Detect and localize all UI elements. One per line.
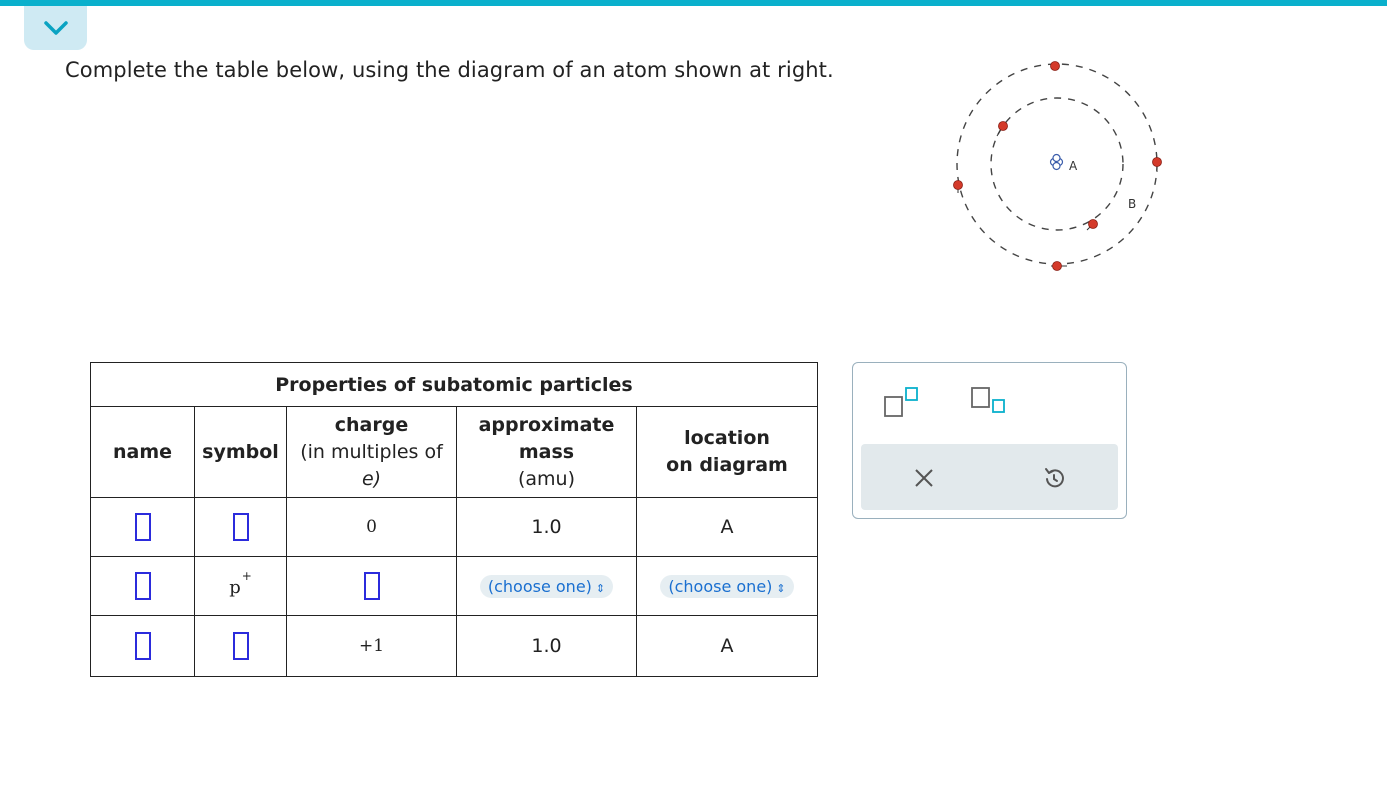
- name-cell: [91, 557, 195, 616]
- name-cell: [91, 616, 195, 677]
- table-caption: Properties of subatomic particles: [91, 363, 818, 407]
- undo-button[interactable]: [1042, 466, 1066, 494]
- header-charge: charge (in multiples of e): [287, 407, 457, 498]
- chevron-updown-icon: ⇕: [776, 581, 786, 595]
- superscript-icon: [883, 385, 923, 421]
- nucleus-icon: [1051, 155, 1063, 170]
- charge-value: +1: [358, 636, 385, 656]
- mass-cell: [457, 616, 637, 677]
- undo-icon: [1042, 466, 1066, 490]
- electron: [997, 122, 1008, 137]
- table-row: [91, 557, 818, 616]
- charge-cell: [287, 498, 457, 557]
- action-bar: [861, 444, 1118, 510]
- name-input[interactable]: [135, 513, 151, 541]
- electron: [1087, 220, 1098, 231]
- mass-value: 1.0: [531, 516, 562, 538]
- chevron-updown-icon: ⇕: [595, 581, 606, 595]
- mass-cell: [457, 498, 637, 557]
- name-cell: [91, 498, 195, 557]
- label-b: B: [1128, 197, 1137, 211]
- table-row: [91, 498, 818, 557]
- location-value: A: [720, 635, 734, 657]
- electron: [1153, 158, 1162, 173]
- mass-value: 1.0: [531, 635, 562, 657]
- close-icon: [913, 467, 935, 489]
- symbol-input[interactable]: [233, 632, 249, 660]
- location-cell: [637, 616, 818, 677]
- table-row: [91, 616, 818, 677]
- top-accent-bar: [0, 0, 1387, 6]
- header-mass: approximate mass (amu): [457, 407, 637, 498]
- subscript-icon: [970, 385, 1010, 421]
- symbol-input[interactable]: [233, 513, 249, 541]
- electron: [1051, 262, 1067, 271]
- header-location: location on diagram: [637, 407, 818, 498]
- electron: [1051, 62, 1060, 71]
- name-input[interactable]: [135, 572, 151, 600]
- charge-cell: [287, 557, 457, 616]
- charge-input[interactable]: [364, 572, 380, 600]
- math-toolbox: [852, 362, 1127, 519]
- symbol-cell: [195, 616, 287, 677]
- location-select[interactable]: (choose one) ⇕: [660, 575, 793, 598]
- location-cell: [637, 557, 818, 616]
- location-cell: [637, 498, 818, 557]
- subscript-button[interactable]: [970, 385, 1010, 425]
- properties-table: [90, 362, 818, 677]
- location-value: A: [720, 516, 734, 538]
- instruction-text: Complete the table below, using the diagram of an atom shown at right.: [65, 58, 834, 82]
- chevron-down-icon: [43, 20, 69, 36]
- collapse-button[interactable]: [24, 6, 87, 50]
- symbol-cell: [195, 557, 287, 616]
- clear-button[interactable]: [913, 467, 935, 493]
- mass-select[interactable]: (choose one) ⇕: [480, 575, 613, 598]
- header-symbol: symbol: [195, 407, 287, 498]
- proton-symbol: p+: [229, 568, 252, 598]
- header-name: name: [91, 407, 195, 498]
- symbol-cell: [195, 498, 287, 557]
- charge-value: 0: [366, 517, 377, 537]
- label-a: A: [1069, 159, 1078, 173]
- atom-diagram: [945, 56, 1175, 281]
- superscript-button[interactable]: [883, 385, 923, 425]
- name-input[interactable]: [135, 632, 151, 660]
- mass-cell: [457, 557, 637, 616]
- charge-cell: [287, 616, 457, 677]
